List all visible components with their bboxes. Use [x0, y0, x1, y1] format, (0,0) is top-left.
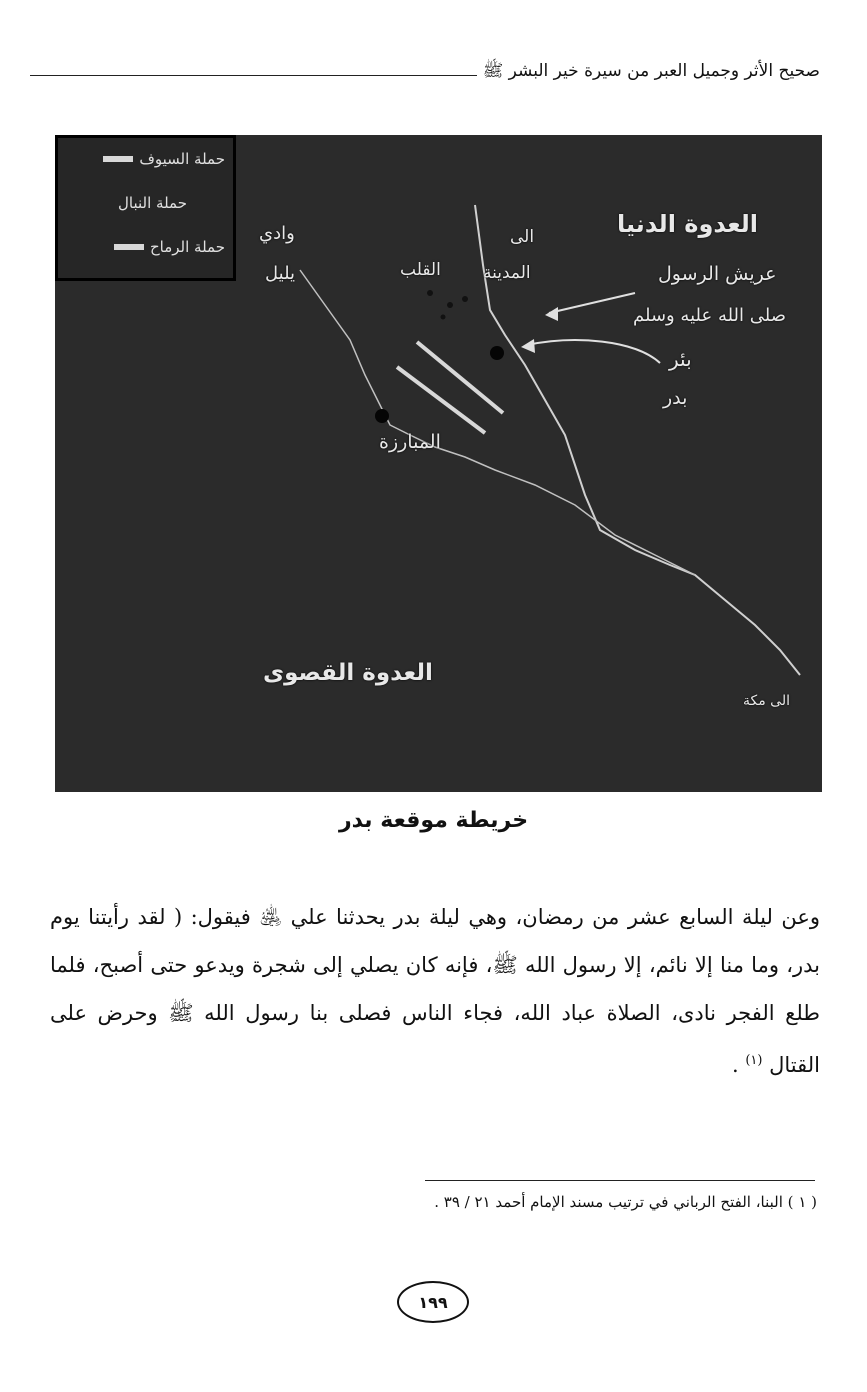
valley-label-1: وادي [259, 223, 295, 244]
paragraph-end: . [731, 1053, 739, 1077]
page-number: ١٩٩ [397, 1281, 469, 1323]
legend-swords: حملة السيوف [103, 150, 225, 168]
header-rule [30, 75, 530, 76]
paragraph-text: وعن ليلة السابع عشر من رمضان، وهي ليلة بدر يحدثنا علي ﵁ فيقول: ( لقد رأيتنا يوم بدر، وما منا إلا نائم، إلا رسول الله ﷺ، فإنه كان يصلي إلى شجرة ويدعو حتى أصبح، فلما طلع الفجر نادى، الصلاة عباد الله، فجاء الناس فصلى بنا رسول الله ﷺ وحرض على القتال [50, 905, 820, 1077]
center-dot-1 [427, 290, 433, 296]
near-side-label: العدوة الدنيا [617, 210, 759, 238]
legend-spears: حملة الرماح [114, 238, 225, 256]
tent-label-2: صلى الله عليه وسلم [633, 305, 786, 326]
swords-swatch [103, 156, 133, 162]
center-dot-2 [447, 302, 453, 308]
to-madina-label-1: الى [510, 227, 535, 247]
footnote-rule [425, 1180, 815, 1181]
battle-map [55, 135, 822, 792]
center-dot-4 [441, 315, 446, 320]
body-paragraph [50, 893, 820, 1089]
footnote: ( ١ ) البنا، الفتح الرباني في ترتيب مسند الإمام أحمد ٢١ / ٣٩ . [434, 1193, 817, 1211]
to-madina-label-2: المدينة [483, 263, 531, 283]
well-label-2: بدر [663, 387, 688, 409]
duel-dot [375, 409, 389, 423]
center-dot-3 [462, 296, 468, 302]
far-side-label: العدوة القصوى [263, 660, 433, 686]
center-label: القلب [400, 260, 441, 280]
running-header [30, 60, 820, 90]
footnote-reference: (١) [745, 1053, 763, 1068]
map-legend [55, 135, 236, 281]
well-dot [490, 346, 504, 360]
to-makkah-label: الى مكة [743, 693, 791, 709]
legend-arrows: حملة النبال [118, 194, 187, 212]
valley-label-2: يليل [265, 263, 296, 284]
spears-swatch [114, 244, 144, 250]
map-caption: خريطة موقعة بدر [338, 808, 529, 833]
tent-label-1: عريش الرسول [658, 263, 777, 285]
duel-label: المبارزة [379, 431, 441, 453]
book-title: صحيح الأثر وجميل العبر من سيرة خير البشر ﷺ [477, 60, 820, 85]
well-label-1: بئر [669, 347, 692, 371]
